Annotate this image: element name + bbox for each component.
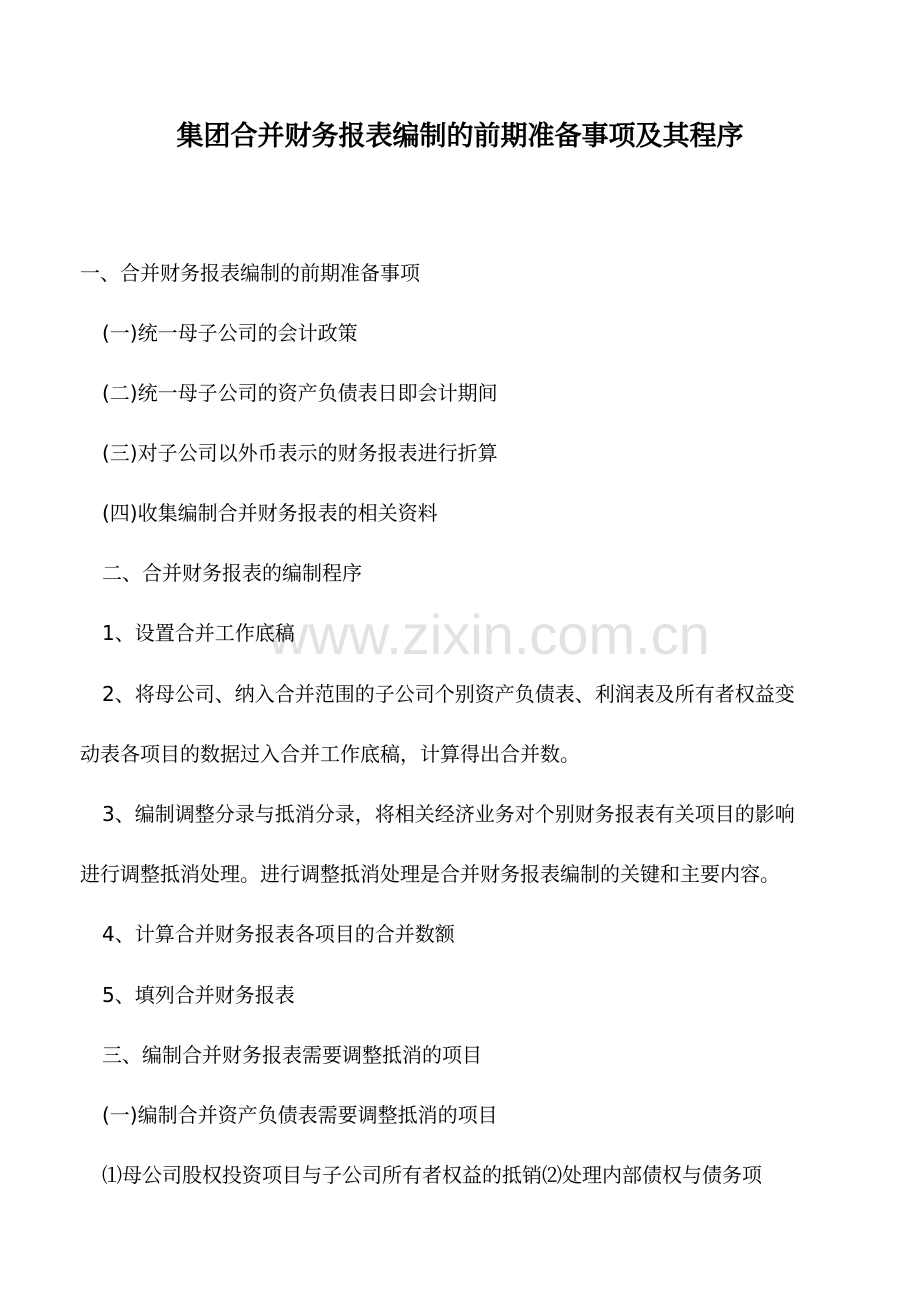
list-item: 4、计算合并财务报表各项目的合并数额 [102, 922, 455, 946]
document-title: 集团合并财务报表编制的前期准备事项及其程序 [176, 121, 744, 152]
section-heading-1: 一、合并财务报表编制的前期准备事项 [80, 261, 420, 285]
list-item: (四)收集编制合并财务报表的相关资料 [102, 501, 438, 525]
section-heading-2: 二、合并财务报表的编制程序 [102, 561, 362, 585]
list-item: (三)对子公司以外币表示的财务报表进行折算 [102, 441, 498, 465]
paragraph-line: 进行调整抵消处理。进行调整抵消处理是合并财务报表编制的关键和主要内容。 [80, 862, 780, 886]
list-item: (一)编制合并资产负债表需要调整抵消的项目 [102, 1103, 498, 1127]
list-item: 1、设置合并工作底稿 [102, 621, 295, 645]
paragraph-line: 动表各项目的数据过入合并工作底稿，计算得出合并数。 [80, 742, 580, 766]
watermark: www.zixin.com.cn [268, 603, 710, 666]
paragraph-line: 3、编制调整分录与抵消分录，将相关经济业务对个别财务报表有关项目的影响 [102, 802, 795, 826]
section-heading-3: 三、编制合并财务报表需要调整抵消的项目 [102, 1043, 482, 1067]
paragraph-line: ⑴母公司股权投资项目与子公司所有者权益的抵销⑵处理内部债权与债务项 [102, 1163, 762, 1187]
paragraph-line: 2、将母公司、纳入合并范围的子公司个别资产负债表、利润表及所有者权益变 [102, 682, 795, 706]
list-item: (二)统一母子公司的资产负债表日即会计期间 [102, 381, 498, 405]
list-item: (一)统一母子公司的会计政策 [102, 321, 358, 345]
list-item: 5、填列合并财务报表 [102, 983, 295, 1007]
